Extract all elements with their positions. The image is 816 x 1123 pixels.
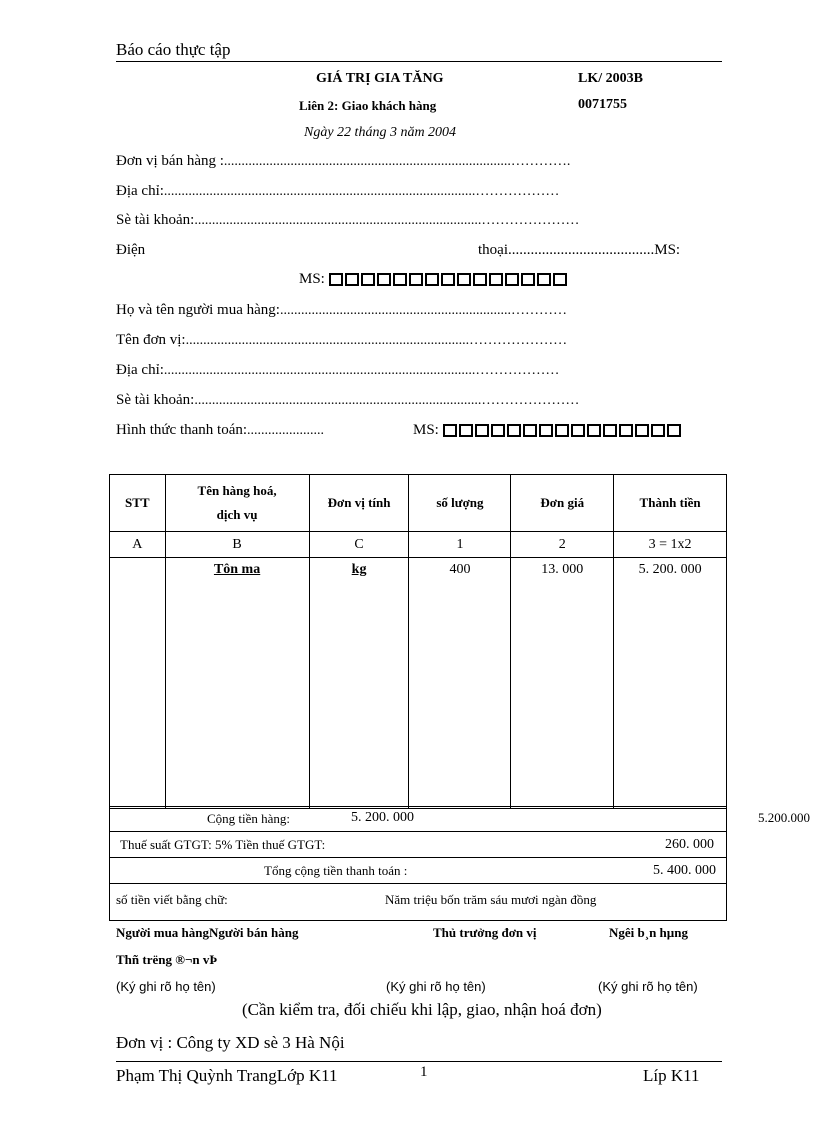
index-3: 3 = 1x2 <box>614 532 727 558</box>
buyer-unit-label: Tên đơn vị: <box>116 332 186 348</box>
grand-total-row <box>109 858 727 884</box>
buyer-name-label: Họ và tên người mua hàng: <box>116 302 280 318</box>
index-a: A <box>110 532 166 558</box>
form-code: LK/ 2003B <box>578 71 643 86</box>
table-row <box>110 558 727 809</box>
table-index-row <box>110 532 727 558</box>
seller-ms-label: MS: <box>299 271 325 287</box>
payment-label: Hình thức thanh toán: <box>116 422 248 438</box>
buyer-account-line <box>116 392 579 409</box>
index-b: B <box>165 532 309 558</box>
seller-phone-ms: thoại.......................................MS: <box>478 242 681 258</box>
seller-account-dots: ..................................................................................………………… <box>194 213 580 228</box>
buyer-name-line <box>116 302 567 319</box>
seller-account-label: Sè tài khoản: <box>116 212 195 228</box>
sig-note-2: (Ký ghi rõ họ tên) <box>386 979 486 994</box>
words-value: Năm triệu bốn trăm sáu mươi ngàn đồng <box>385 892 597 907</box>
seller-account-line <box>116 212 579 229</box>
company-line: Đơn vị : Công ty XD sè 3 Hà Nội <box>116 1033 345 1052</box>
buyer-ms-label: MS: <box>413 422 439 438</box>
table-header-row <box>110 475 727 532</box>
seller-unit-line <box>116 153 570 170</box>
amount-in-words-row <box>109 884 727 921</box>
doc-title: GIÁ TRỊ GIA TĂNG <box>316 71 444 86</box>
row-unit-text: kg <box>351 562 367 577</box>
col-stt: STT <box>110 475 166 532</box>
row-qty: 400 <box>409 558 511 809</box>
row-name <box>165 558 309 809</box>
row-stt <box>110 558 166 809</box>
buyer-tax-code-boxes <box>443 424 681 437</box>
buyer-ms-line <box>413 422 681 439</box>
sig-note-1: (Ký ghi rõ họ tên) <box>116 979 216 994</box>
seller-address-line <box>116 183 559 200</box>
subtotal-row <box>109 806 727 832</box>
sig-note-3: (Ký ghi rõ họ tên) <box>598 979 698 994</box>
subtotal-label: Cộng tiền hàng: <box>207 811 291 826</box>
footer-class: Líp K11 <box>643 1066 700 1085</box>
buyer-name-dots: ..................................................................………… <box>279 303 567 318</box>
index-1: 1 <box>409 532 511 558</box>
buyer-unit-dots: .................................................................................………………… <box>185 333 568 348</box>
index-2: 2 <box>511 532 614 558</box>
row-amount: 5. 200. 000 <box>614 558 727 809</box>
seller-tax-code-boxes <box>329 273 567 286</box>
seller-phone-label: Điện <box>116 242 146 258</box>
subtotal-value: 5. 200. 000 <box>351 810 414 825</box>
tax-row <box>109 832 727 858</box>
seller-unit-label: Đơn vị bán hàng : <box>116 153 224 169</box>
buyer-address-label: Địa chỉ: <box>116 362 164 378</box>
header-rule <box>116 61 722 62</box>
sig-garbled-seller: Ngêi b¸n hµng <box>609 925 689 940</box>
grand-total-value: 5. 400. 000 <box>653 863 716 878</box>
payment-line <box>116 422 324 439</box>
check-note: (Cần kiểm tra, đối chiếu khi lập, giao, nhận hoá đơn) <box>242 1000 602 1019</box>
buyer-account-dots: ..................................................................................………………… <box>194 393 580 408</box>
serial-number: 0071755 <box>578 97 627 112</box>
col-goods <box>165 475 309 532</box>
seller-ms-line <box>299 271 567 288</box>
buyer-unit-line <box>116 332 567 349</box>
buyer-address-line <box>116 362 559 379</box>
subtotal-outside-value: 5.200.000 <box>758 810 810 825</box>
payment-dots: ...................... <box>247 423 325 438</box>
seller-unit-dots: ..................................................................................…………. <box>223 154 571 169</box>
tax-label: Thuế suất GTGT: 5% Tiền thuế GTGT: <box>120 837 326 852</box>
sig-buyer-seller: Người mua hàngNgười bán hàng <box>116 925 299 940</box>
sig-head: Thủ trưởng đơn vị <box>433 925 537 940</box>
col-unit: Đơn vị tính <box>309 475 409 532</box>
report-title: Báo cáo thực tập <box>116 40 231 59</box>
col-goods-line2: dịch vụ <box>216 507 258 522</box>
buyer-address-dots: .........................................................................................……………… <box>163 363 560 378</box>
invoice-table <box>109 474 727 809</box>
footer-rule <box>116 1061 722 1062</box>
seller-address-label: Địa chỉ: <box>116 183 164 199</box>
invoice-date: Ngày 22 tháng 3 năm 2004 <box>304 125 457 140</box>
col-qty: số lượng <box>409 475 511 532</box>
col-price: Đơn giá <box>511 475 614 532</box>
grand-total-label: Tổng cộng tiền thanh toán : <box>264 863 408 878</box>
words-label: số tiền viết bằng chữ: <box>116 892 228 907</box>
col-amount: Thành tiền <box>614 475 727 532</box>
page-number: 1 <box>420 1064 428 1080</box>
col-goods-line1: Tên hàng hoá, <box>197 483 277 498</box>
copy-label: Liên 2: Giao khách hàng <box>299 98 437 113</box>
seller-address-dots: .........................................................................................……………… <box>163 184 560 199</box>
buyer-account-label: Sè tài khoản: <box>116 392 195 408</box>
sig-garbled-head: Thñ trëng ®¬n vÞ <box>116 952 218 967</box>
index-c: C <box>309 532 409 558</box>
row-price: 13. 000 <box>511 558 614 809</box>
tax-value: 260. 000 <box>665 837 714 852</box>
row-name-text: Tôn ma <box>213 562 261 577</box>
row-unit <box>309 558 409 809</box>
footer-author: Phạm Thị Quỳnh TrangLớp K11 <box>116 1066 338 1085</box>
